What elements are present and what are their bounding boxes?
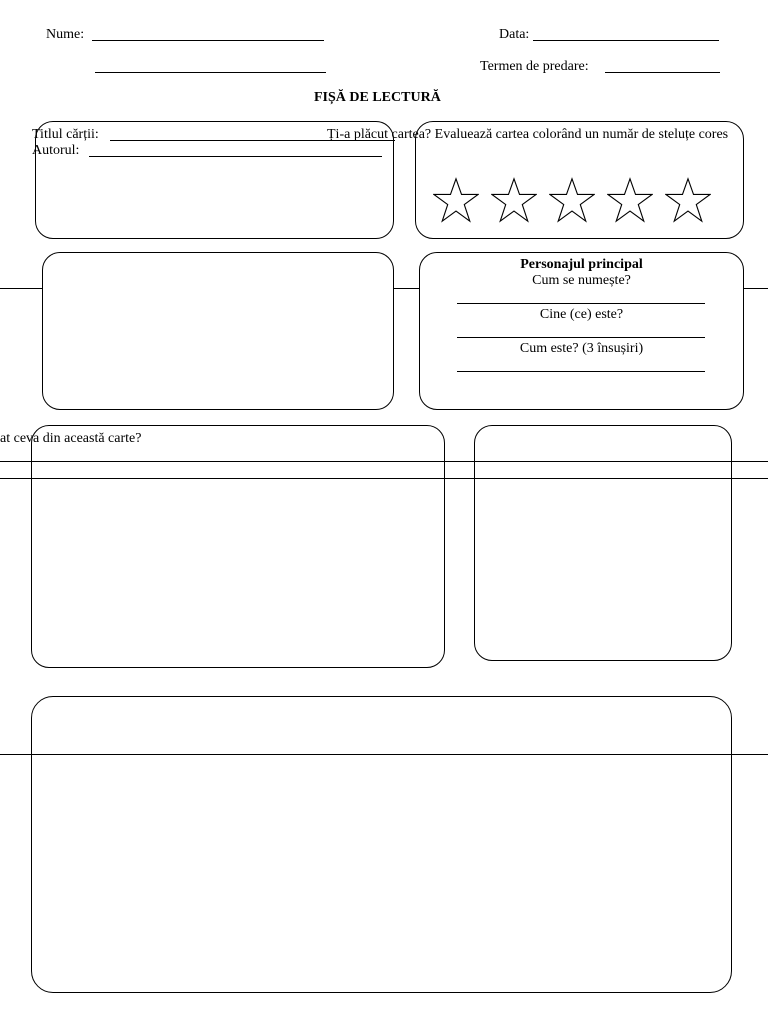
class-field[interactable] [95, 72, 326, 73]
author-label: Autorul: [32, 143, 80, 158]
star-icon-3[interactable] [549, 177, 595, 223]
name-label: Nume: [46, 27, 85, 42]
drawing-box-2[interactable] [474, 425, 732, 661]
deadline-label: Termen de predare: [480, 59, 589, 74]
star-icon-1[interactable] [433, 177, 479, 223]
character-traits-field[interactable] [457, 371, 705, 372]
page-title: FIȘĂ DE LECTURĂ [314, 90, 441, 105]
star-icon-2[interactable] [491, 177, 537, 223]
character-name-field[interactable] [457, 303, 705, 304]
name-field[interactable] [92, 40, 324, 41]
character-traits-question: Cum este? (3 însușiri) [519, 341, 644, 356]
character-who-question: Cine (ce) este? [539, 307, 624, 322]
date-field[interactable] [533, 40, 719, 41]
rating-prompt: Ți-a plăcut cartea? Evaluează cartea colorând un număr de steluțe cores [327, 127, 729, 142]
learned-prompt: at ceva din această carte? [0, 431, 142, 446]
learned-box[interactable] [31, 425, 445, 668]
book-title-label: Titlul cărții: [32, 127, 99, 142]
character-name-question: Cum se numește? [532, 273, 631, 288]
drawing-box-1[interactable] [42, 252, 394, 410]
character-who-field[interactable] [457, 337, 705, 338]
author-field[interactable] [89, 156, 382, 157]
bottom-box[interactable] [31, 696, 732, 993]
main-character-heading: Personajul principal [520, 257, 643, 272]
star-icon-4[interactable] [607, 177, 653, 223]
star-icon-5[interactable] [665, 177, 711, 223]
deadline-field[interactable] [605, 72, 720, 73]
date-label: Data: [499, 27, 530, 42]
